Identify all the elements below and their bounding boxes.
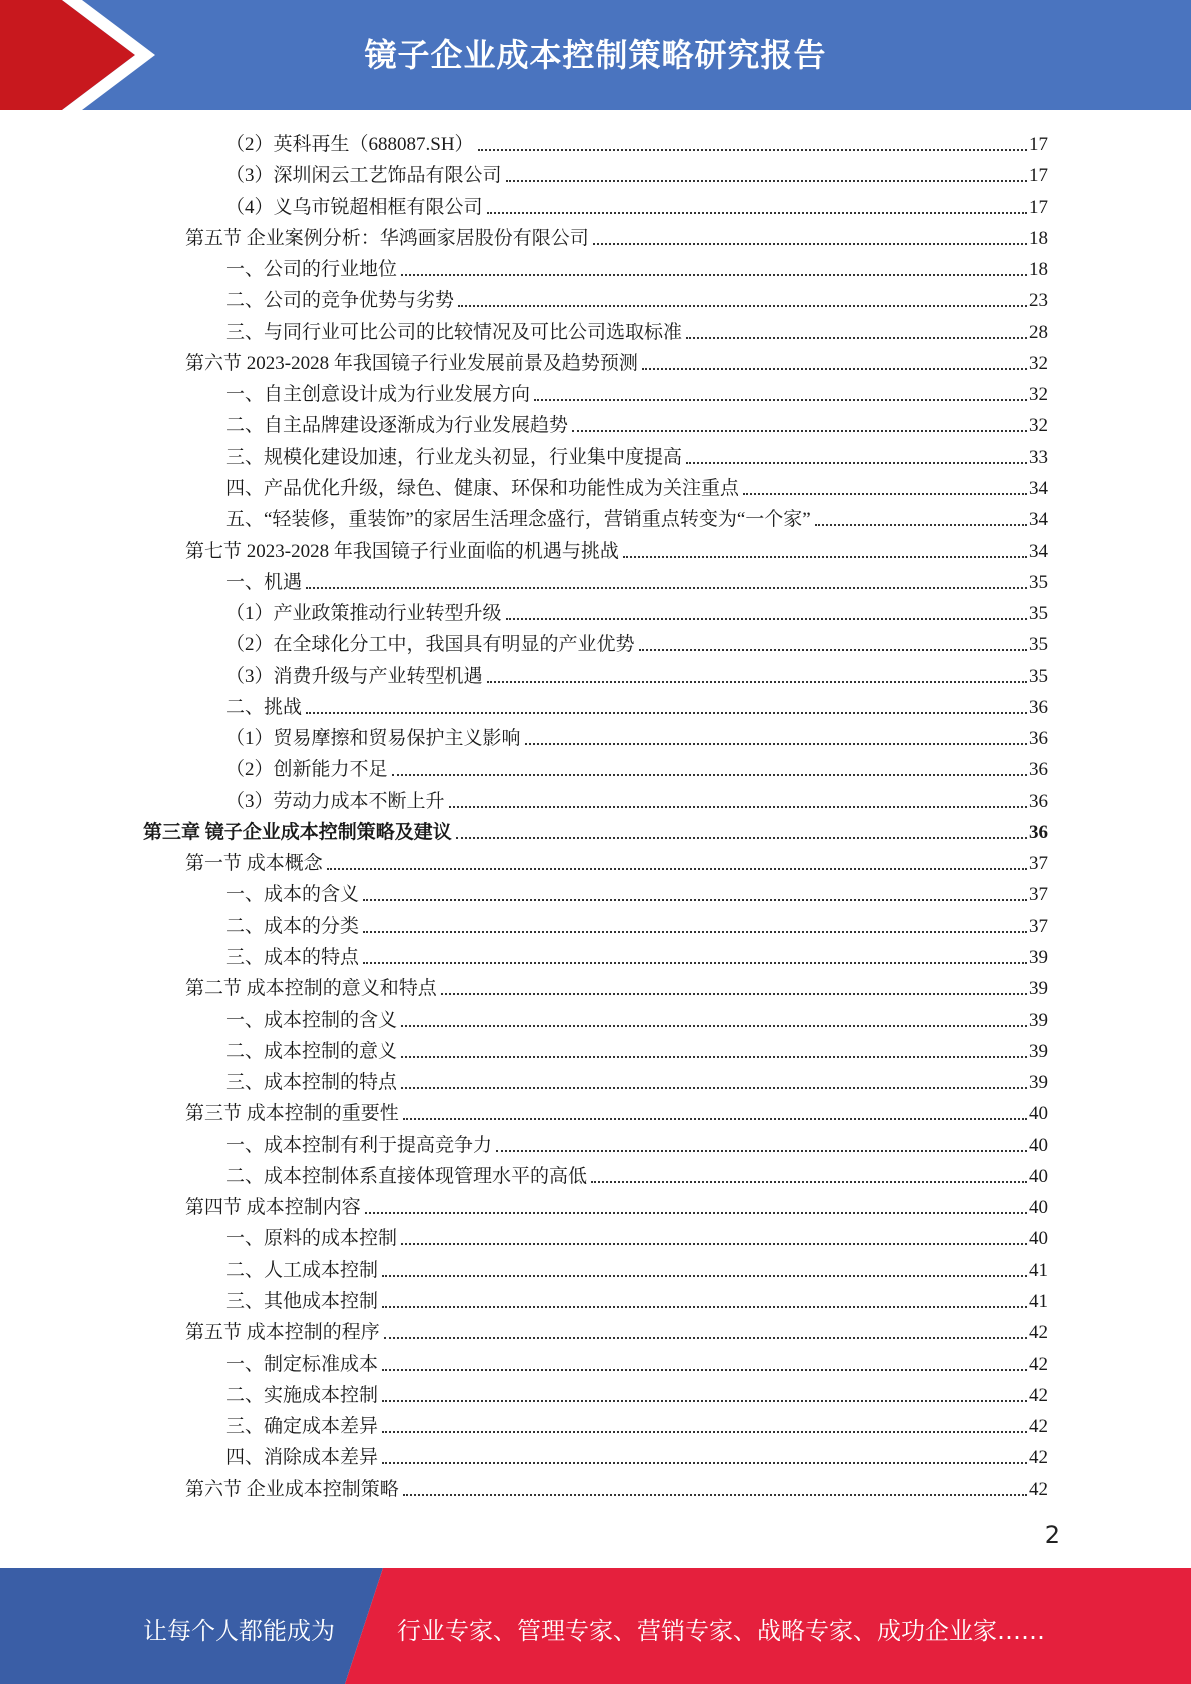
toc-subsection-entry[interactable] (226, 659, 1048, 690)
toc-entry-title: 第七节 2023-2028 年我国镜子行业面临的机遇与挑战 (185, 540, 619, 562)
toc-subsection-entry[interactable] (226, 1409, 1048, 1440)
toc-section-entry[interactable] (185, 971, 1048, 1002)
toc-entry-page: 23 (1029, 290, 1048, 312)
toc-subsection-entry[interactable] (226, 752, 1048, 783)
toc-entry-page: 39 (1029, 1072, 1048, 1094)
toc-entry-title: （3）深圳闲云工艺饰品有限公司 (226, 165, 502, 187)
toc-entry-title: （1）产业政策推动行业转型升级 (226, 603, 502, 625)
toc-entry-title: 第五节 企业案例分析：华鸿画家居股份有限公司 (185, 227, 589, 249)
toc-entry-page: 32 (1029, 352, 1048, 374)
toc-dot-leader (401, 1056, 1027, 1058)
toc-subsection-entry[interactable] (226, 1440, 1048, 1471)
toc-entry-page: 28 (1029, 321, 1048, 343)
toc-dot-leader (686, 462, 1027, 464)
toc-entry-page: 42 (1029, 1478, 1048, 1500)
toc-entry-title: 第六节 企业成本控制策略 (185, 1478, 399, 1500)
toc-entry-title: 二、挑战 (226, 696, 303, 718)
toc-entry-page: 17 (1029, 196, 1048, 218)
toc-entry-page: 36 (1029, 790, 1048, 812)
toc-entry-title: 一、成本控制的含义 (226, 1009, 398, 1031)
toc-entry-page: 18 (1029, 227, 1048, 249)
toc-subsection-entry[interactable] (226, 190, 1048, 221)
toc-entry-title: （4）义乌市锐超相框有限公司 (226, 196, 483, 218)
toc-subsection-entry[interactable] (226, 1253, 1048, 1284)
toc-entry-title: 第四节 成本控制内容 (185, 1197, 361, 1219)
toc-entry-page: 40 (1029, 1103, 1048, 1125)
toc-dot-leader (401, 1087, 1027, 1089)
toc-entry-title: 一、成本控制有利于提高竞争力 (226, 1134, 493, 1156)
toc-section-entry[interactable] (185, 534, 1048, 565)
toc-entry-title: 第二节 成本控制的意义和特点 (185, 978, 437, 1000)
toc-entry-title: 第六节 2023-2028 年我国镜子行业发展前景及趋势预测 (185, 352, 638, 374)
toc-entry-title: （2）在全球化分工中，我国具有明显的产业优势 (226, 634, 635, 656)
toc-entry-page: 36 (1029, 728, 1048, 750)
toc-dot-leader (401, 1243, 1027, 1245)
toc-dot-leader (382, 1400, 1027, 1402)
toc-subsection-entry[interactable] (226, 1347, 1048, 1378)
toc-subsection-entry[interactable] (226, 877, 1048, 908)
toc-dot-leader (815, 524, 1027, 526)
toc-entry-page: 35 (1029, 571, 1048, 593)
toc-dot-leader (382, 1431, 1027, 1433)
toc-entry-page: 42 (1029, 1447, 1048, 1469)
toc-entry-page: 37 (1029, 853, 1048, 875)
toc-dot-leader (441, 993, 1027, 995)
toc-entry-title: 二、成本控制的意义 (226, 1040, 398, 1062)
toc-entry-page: 32 (1029, 415, 1048, 437)
toc-entry-page: 40 (1029, 1165, 1048, 1187)
toc-entry-page: 35 (1029, 603, 1048, 625)
toc-dot-leader (593, 243, 1027, 245)
toc-entry-page: 39 (1029, 978, 1048, 1000)
toc-subsection-entry[interactable] (226, 909, 1048, 940)
toc-dot-leader (365, 1212, 1027, 1214)
toc-entry-page: 32 (1029, 384, 1048, 406)
toc-entry-page: 37 (1029, 915, 1048, 937)
toc-entry-page: 39 (1029, 1009, 1048, 1031)
toc-section-entry[interactable] (185, 1315, 1048, 1346)
toc-dot-leader (478, 149, 1027, 151)
footer-slogan-right: 行业专家、管理专家、营销专家、战略专家、成功企业家…… (397, 1617, 1045, 1645)
toc-entry-title: 一、制定标准成本 (226, 1353, 379, 1375)
toc-dot-leader (623, 556, 1027, 558)
toc-dot-leader (382, 1306, 1027, 1308)
toc-entry-title: 三、其他成本控制 (226, 1290, 379, 1312)
toc-entry-page: 34 (1029, 540, 1048, 562)
toc-entry-title: 一、机遇 (226, 571, 303, 593)
toc-entry-page: 42 (1029, 1353, 1048, 1375)
toc-dot-leader (743, 493, 1027, 495)
toc-section-entry[interactable] (185, 346, 1048, 377)
toc-dot-leader (306, 712, 1027, 714)
toc-chapter-entry[interactable] (143, 815, 1048, 846)
toc-entry-title: 一、成本的含义 (226, 884, 360, 906)
toc-entry-title: 第三节 成本控制的重要性 (185, 1103, 399, 1125)
toc-entry-title: 一、原料的成本控制 (226, 1228, 398, 1250)
toc-subsection-entry[interactable] (226, 596, 1048, 627)
toc-subsection-entry[interactable] (226, 471, 1048, 502)
toc-dot-leader (327, 868, 1027, 870)
toc-subsection-entry[interactable] (226, 690, 1048, 721)
toc-entry-title: （3）劳动力成本不断上升 (226, 790, 445, 812)
toc-dot-leader (487, 212, 1027, 214)
toc-entry-title: 三、成本的特点 (226, 947, 360, 969)
toc-section-entry[interactable] (185, 846, 1048, 877)
toc-subsection-entry[interactable] (226, 158, 1048, 189)
toc-subsection-entry[interactable] (226, 127, 1048, 158)
toc-entry-title: 三、确定成本差异 (226, 1416, 379, 1438)
toc-dot-leader (403, 1494, 1027, 1496)
toc-entry-title: 三、规模化建设加速，行业龙头初显，行业集中度提高 (226, 446, 683, 468)
toc-entry-page: 35 (1029, 634, 1048, 656)
toc-entry-page: 40 (1029, 1134, 1048, 1156)
toc-entry-title: （2）英科再生（688087.SH） (226, 134, 474, 155)
toc-entry-page: 40 (1029, 1228, 1048, 1250)
toc-entry-page: 33 (1029, 446, 1048, 468)
toc-dot-leader (458, 305, 1027, 307)
toc-dot-leader (525, 743, 1027, 745)
toc-subsection-entry[interactable] (226, 502, 1048, 533)
toc-subsection-entry[interactable] (226, 1378, 1048, 1409)
toc-dot-leader (449, 806, 1027, 808)
header-arrow-icon (0, 0, 160, 110)
toc-subsection-entry[interactable] (226, 940, 1048, 971)
toc-entry-title: 二、人工成本控制 (226, 1259, 379, 1281)
toc-entry-page: 36 (1029, 696, 1048, 718)
toc-subsection-entry[interactable] (226, 565, 1048, 596)
toc-subsection-entry[interactable] (226, 252, 1048, 283)
toc-entry-title: 第一节 成本概念 (185, 853, 323, 875)
toc-dot-leader (363, 931, 1027, 933)
toc-section-entry[interactable] (185, 221, 1048, 252)
toc-subsection-entry[interactable] (226, 627, 1048, 658)
toc-dot-leader (506, 180, 1027, 182)
toc-entry-page: 37 (1029, 884, 1048, 906)
toc-dot-leader (392, 774, 1027, 776)
toc-dot-leader (382, 1275, 1027, 1277)
toc-subsection-entry[interactable] (226, 440, 1048, 471)
toc-subsection-entry[interactable] (226, 721, 1048, 752)
report-title: 镜子企业成本控制策略研究报告 (364, 36, 827, 74)
toc-entry-title: 二、实施成本控制 (226, 1384, 379, 1406)
toc-dot-leader (456, 837, 1027, 839)
toc-subsection-entry[interactable] (226, 784, 1048, 815)
toc-section-entry[interactable] (185, 1190, 1048, 1221)
toc-entry-title: （2）创新能力不足 (226, 759, 388, 781)
toc-subsection-entry[interactable] (226, 1003, 1048, 1034)
toc-dot-leader (496, 1150, 1027, 1152)
toc-entry-title: （3）消费升级与产业转型机遇 (226, 665, 483, 687)
toc-entry-page: 39 (1029, 947, 1048, 969)
toc-subsection-entry[interactable] (226, 1284, 1048, 1315)
footer-slogan-left: 让每个人都能成为 (143, 1617, 335, 1645)
toc-subsection-entry[interactable] (226, 1221, 1048, 1252)
toc-section-entry[interactable] (185, 1472, 1048, 1503)
toc-entry-title: 二、成本的分类 (226, 915, 360, 937)
toc-subsection-entry[interactable] (226, 315, 1048, 346)
toc-dot-leader (382, 1462, 1027, 1464)
toc-entry-title: 二、公司的竞争优势与劣势 (226, 290, 455, 312)
toc-entry-page: 34 (1029, 477, 1048, 499)
toc-dot-leader (506, 618, 1027, 620)
toc-dot-leader (534, 399, 1027, 401)
toc-entry-page: 36 (1029, 821, 1048, 843)
toc-entry-title: 三、与同行业可比公司的比较情况及可比公司选取标准 (226, 321, 683, 343)
toc-entry-page: 41 (1029, 1290, 1048, 1312)
toc-section-entry[interactable] (185, 1096, 1048, 1127)
toc-dot-leader (639, 649, 1027, 651)
toc-entry-title: 五、“轻装修，重装饰”的家居生活理念盛行，营销重点转变为“一个家” (226, 509, 811, 531)
toc-entry-title: 一、自主创意设计成为行业发展方向 (226, 384, 531, 406)
toc-dot-leader (591, 1181, 1027, 1183)
toc-subsection-entry[interactable] (226, 1034, 1048, 1065)
toc-dot-leader (384, 1337, 1027, 1339)
toc-dot-leader (572, 430, 1027, 432)
toc-entry-page: 41 (1029, 1259, 1048, 1281)
toc-entry-page: 18 (1029, 259, 1048, 281)
toc-entry-title: 四、消除成本差异 (226, 1447, 379, 1469)
toc-entry-page: 17 (1029, 134, 1048, 155)
toc-entry-title: 第五节 成本控制的程序 (185, 1322, 380, 1344)
toc-dot-leader (363, 899, 1027, 901)
toc-entry-page: 39 (1029, 1040, 1048, 1062)
toc-entry-title: 二、成本控制体系直接体现管理水平的高低 (226, 1165, 588, 1187)
toc-dot-leader (642, 368, 1027, 370)
toc-entry-page: 40 (1029, 1197, 1048, 1219)
toc-subsection-entry[interactable] (226, 1159, 1048, 1190)
toc-entry-title: （1）贸易摩擦和贸易保护主义影响 (226, 728, 521, 750)
toc-entry-page: 42 (1029, 1384, 1048, 1406)
toc-dot-leader (382, 1369, 1027, 1371)
toc-subsection-entry[interactable] (226, 408, 1048, 439)
page-number: 2 (1044, 1521, 1060, 1549)
header-band (0, 0, 1191, 110)
toc-entry-title: 第三章 镜子企业成本控制策略及建议 (143, 821, 452, 843)
footer-band (0, 1568, 1191, 1684)
toc-dot-leader (487, 681, 1027, 683)
toc-dot-leader (401, 274, 1027, 276)
toc-entry-page: 42 (1029, 1416, 1048, 1438)
toc-entry-title: 三、成本控制的特点 (226, 1072, 398, 1094)
toc-dot-leader (686, 337, 1027, 339)
toc-subsection-entry[interactable] (226, 1128, 1048, 1159)
toc-entry-page: 34 (1029, 509, 1048, 531)
toc-entry-page: 17 (1029, 165, 1048, 187)
toc-subsection-entry[interactable] (226, 1065, 1048, 1096)
toc-entry-title: 二、自主品牌建设逐渐成为行业发展趋势 (226, 415, 569, 437)
toc-entry-page: 36 (1029, 759, 1048, 781)
toc-entry-page: 42 (1029, 1322, 1048, 1344)
toc-entry-title: 四、产品优化升级，绿色、健康、环保和功能性成为关注重点 (226, 477, 740, 499)
toc-dot-leader (401, 1025, 1027, 1027)
toc-dot-leader (306, 587, 1027, 589)
toc-dot-leader (403, 1118, 1027, 1120)
toc-entry-page: 35 (1029, 665, 1048, 687)
toc-entry-title: 一、公司的行业地位 (226, 259, 398, 281)
toc-subsection-entry[interactable] (226, 283, 1048, 314)
toc-dot-leader (363, 962, 1027, 964)
toc-subsection-entry[interactable] (226, 377, 1048, 408)
